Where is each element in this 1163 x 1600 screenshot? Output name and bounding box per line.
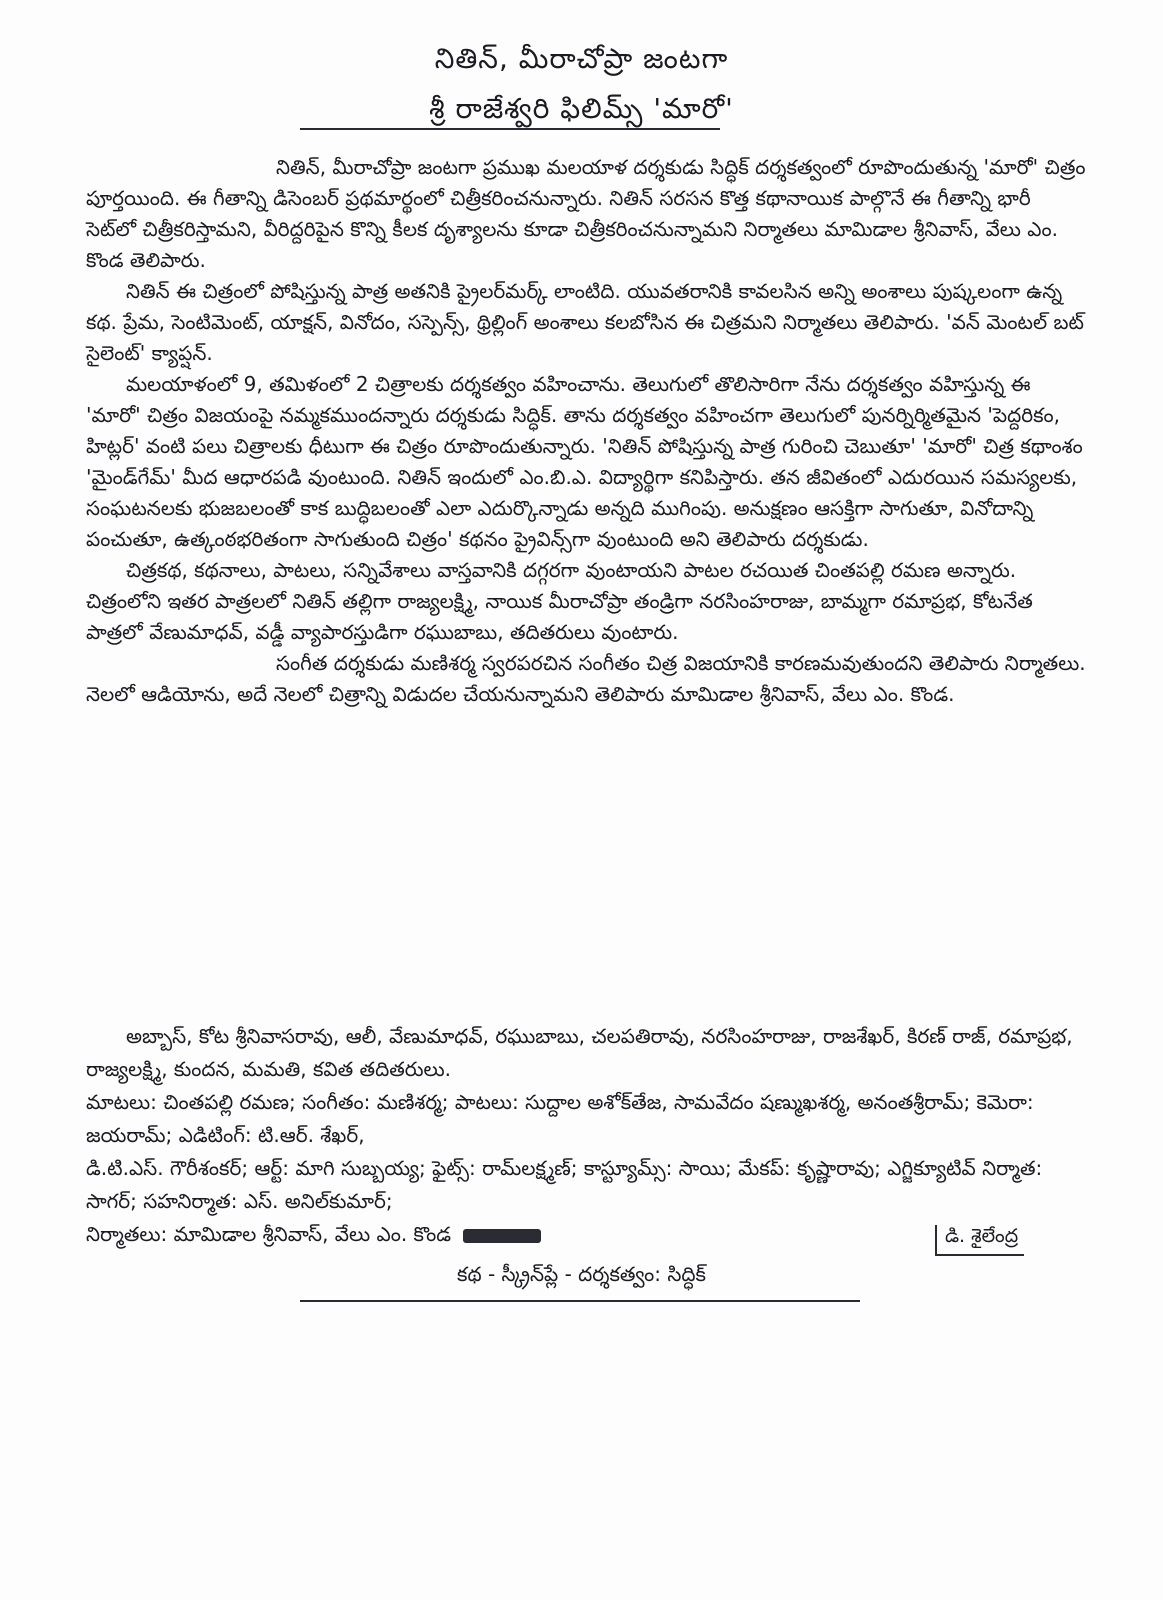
paragraph-4: చిత్రకథ, కథనాలు, పాటలు, సన్నివేశాలు వాస్తవానికి దగ్గరగా వుంటాయని పాటల రచయిత చింతపల్లి రమణ అన్నారు. చిత్రంలోని ఇతర పాత్రలలో నితిన్ తల్లిగా రాజ్యలక్ష్మి, నాయిక మీరాచోప్రా తండ్రిగా నరసింహరాజు, బామ్మగా రమాప్రభ, కోటనేత పాత్రలో వేణుమాధవ్, వడ్డీ వ్యాపారస్తుడిగా రఘుబాబు, తదితరులు వుంటారు. <box>86 558 1033 644</box>
cast-list: అబ్బాస్, కోట శ్రీనివాసరావు, ఆలీ, వేణుమాధవ్, రఘుబాబు, చలపతిరావు, నరసింహరాజు, రాజశేఖర్, కిరణ్ రాజ్, రమాప్రభ, రాజ్యలక్ష్మి, కుందన, మమతి, కవిత తదితరులు. <box>86 1024 1073 1081</box>
producers-text: నిర్మాతలు: మామిడాల శ్రీనివాస్, వేలు ఎం. కొండ <box>86 1222 452 1246</box>
closing-underline <box>300 1300 860 1302</box>
paragraph-5: సంగీత దర్శకుడు మణిశర్మ స్వరపరచిన సంగీతం చిత్ర విజయానికి కారణమవుతుందని తెలిపారు నిర్మాతలు. నెలలో ఆడియోను, అదే నెలలో చిత్రాన్ని విడుదల చేయనున్నామని తెలిపారు మామిడాల శ్రీనివాస్, వేలు ఎం. కొండ. <box>86 651 1086 706</box>
headline-underline <box>300 128 720 130</box>
crew-list-2: డి.టి.ఎస్. గౌరీశంకర్; ఆర్ట్: మాగి సుబ్బయ్య; ఫైట్స్: రామ్‌లక్ష్మణ్; కాస్ట్యూమ్స్: సాయి; మేకప్: కృష్ణారావు; ఎగ్జిక్యూటివ్ నిర్మాత: సాగర్; సహనిర్మాత: ఎస్. అనిల్‌కుమార్; <box>86 1156 1043 1213</box>
credits-block <box>86 1020 1086 1251</box>
signature: డి. శైలేంద్ర <box>935 1225 1024 1256</box>
paragraph-1: నితిన్, మీరాచోప్రా జంటగా ప్రముఖ మలయాళ దర్శకుడు సిద్ధిక్ దర్శకత్వంలో రూపొందుతున్న 'మారో' చిత్రం పూర్తయింది. ఈ గీతాన్ని డిసెంబర్ ప్రథమార్థంలో చిత్రీకరించనున్నారు. నితిన్ సరసన కొత్త కథానాయిక పాల్గొనే ఈ గీతాన్ని భారీ సెట్‌లో చిత్రీకరిస్తామని, వీరిద్దరిపైన కొన్ని కీలక దృశ్యాలను కూడా చిత్రీకరించనున్నామని నిర్మాతలు మామిడాల శ్రీనివాస్, వేలు ఎం. కొండ తెలిపారు. <box>86 155 1086 272</box>
director-credit: కథ - స్క్రీన్‌ప్లే - దర్శకత్వం: సిద్ధిక్ <box>457 1262 706 1286</box>
crew-list-1: మాటలు: చింతపల్లి రమణ; సంగీతం: మణిశర్మ; పాటలు: సుద్దాల అశోక్‌తేజ, సామవేదం షణ్ముఖశర్మ, అనంతశ్రీరామ్; కెమెరా: జయరామ్; ఎడిటింగ్: టి.ఆర్. శేఖర్, <box>86 1090 1034 1147</box>
headline-line-1: నితిన్, మీరాచోప్రా జంటగా <box>434 42 729 75</box>
article-body <box>86 152 1086 710</box>
paragraph-2: నితిన్ ఈ చిత్రంలో పోషిస్తున్న పాత్ర అతనికి ప్రైలర్‌మర్క్ లాంటిది. యువతరానికి కావలసిన అన్ని అంశాలు పుష్కలంగా ఉన్న కథ. ప్రేమ, సెంటిమెంట్, యాక్షన్, వినోదం, సస్పెన్స్, థ్రిల్లింగ్ అంశాలు కలబోసిన ఈ చిత్రమని నిర్మాతలు తెలిపారు. 'వన్ మెంటల్ బట్ సైలెంట్' క్యాప్షన్. <box>86 279 1084 365</box>
paragraph-3: మలయాళంలో 9, తమిళంలో 2 చిత్రాలకు దర్శకత్వం వహించాను. తెలుగులో తొలిసారిగా నేను దర్శకత్వం వహిస్తున్న ఈ 'మారో' చిత్రం విజయంపై నమ్మకముందన్నారు దర్శకుడు సిద్ధిక్. తాను దర్శకత్వం వహించగా తెలుగులో పునర్నిర్మితమైన 'పెద్దరికం, హిట్లర్' వంటి పలు చిత్రాలకు ధీటుగా ఈ చిత్రం రూపొందుతున్నారు. 'నితిన్ పోషిస్తున్న పాత్ర గురించి చెబుతూ' 'మారో' చిత్ర కథాంశం 'మైండ్‌గేమ్' మీద ఆధారపడి వుంటుంది. నితిన్ ఇందులో ఎం.బి.ఎ. విద్యార్థిగా కనిపిస్తారు. తన జీవితంలో ఎదురయిన సమస్యలకు, సంఘటనలకు భుజబలంతో కాక బుద్ధిబలంతో ఎలా ఎదుర్కొన్నాడు అన్నది ముగింపు. అనుక్షణం ఆసక్తిగా సాగుతూ, వినోదాన్ని పంచుతూ, ఉత్కంఠభరితంగా సాగుతుంది చిత్రం' కథనం ప్రైవిన్స్‌గా వుంటుంది అని తెలిపారు దర్శకుడు. <box>86 372 1083 551</box>
headline-line-2: శ్రీ రాజేశ్వరి ఫిలిమ్స్ 'మారో' <box>429 92 734 125</box>
redaction-mark <box>463 1229 541 1243</box>
